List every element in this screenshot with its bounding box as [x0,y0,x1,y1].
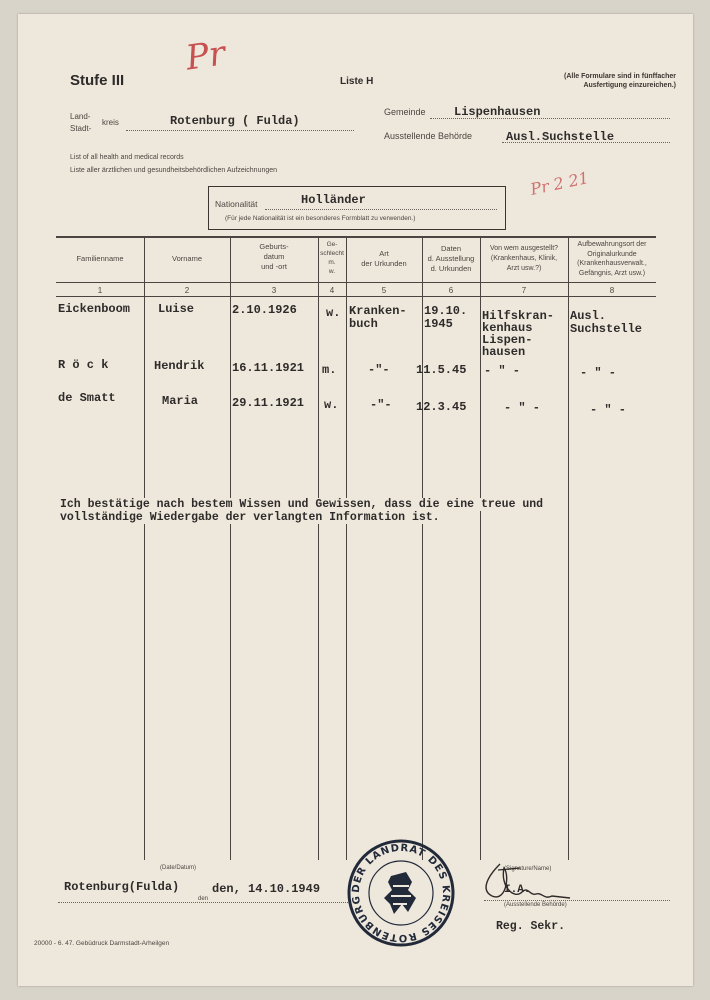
official-stamp [346,838,456,948]
row2-birth: 16.11.1921 [232,361,305,375]
date-value: den, 14.10.1949 [212,882,321,896]
table-header-rule [56,282,656,283]
place-value: Rotenburg(Fulda) [64,880,180,894]
land-label: Land- [70,112,91,121]
header-aufbewahrungsort: Aufbewahrungsort der Originalurkunde (Krankenhausverwalt., Gefängnis, Arzt usw.) [577,241,647,277]
header-geschlecht: Ge- schlecht m. w. [320,241,344,275]
records-de: Liste aller ärztlichen und gesundheitsbehördlichen Aufzeichnungen [70,167,278,174]
row2-date: 11.5.45 [416,363,467,377]
row1-date: 19.10. 1945 [424,304,468,331]
stage-title: Stufe III [70,72,125,89]
row3-firstname: Maria [162,394,199,408]
row2-storage: - " - [580,366,617,380]
table-top-rule [56,236,656,238]
handwritten-side-mark: Pr 2 21 [528,168,591,199]
authority-label: (Ausstellende Behörde) [504,902,567,908]
col-num-1: 1 [97,286,103,295]
kreis-value: Rotenburg ( Fulda) [170,114,300,128]
row1-storage: Ausl. Suchstelle [570,309,643,336]
header-vorname: Vorname [171,254,203,263]
table-num-rule [56,296,656,297]
row1-birth: 2.10.1926 [232,303,297,317]
nationality-label: Nationalität [215,199,258,209]
kreis-label: kreis [102,118,119,127]
den-small: den [198,896,209,902]
header-familienname: Familienname [76,254,124,263]
nationality-value: Holländer [301,193,366,207]
col-num-6: 6 [448,286,454,295]
header-geburtsdatum: Geburts- datum und -ort [259,242,289,271]
row3-sex: w. [324,398,339,412]
title-value: Reg. Sekr. [496,920,566,933]
records-en: List of all health and medical records [70,154,184,161]
signature-label: (Signature/Name) [504,866,552,872]
row3-surname: de Smatt [58,391,116,405]
row3-issuer: - " - [504,401,541,415]
row1-issuer: Hilfskran- kenhaus Lispen- hausen [482,309,555,359]
row3-date: 12.3.45 [416,400,467,414]
declaration-line-1: Ich bestätige nach bestem Wissen und Gewissen, dass die eine treue und [60,498,544,511]
row1-doc-type: Kranken- buch [349,304,407,331]
behoerde-value: Ausl.Suchstelle [506,130,615,144]
row1-sex: w. [326,306,341,320]
row3-doc-type: -"- [370,398,392,412]
col-num-2: 2 [184,286,190,295]
row1-surname: Eickenboom [58,302,131,316]
gemeinde-value: Lispenhausen [454,105,541,119]
handwritten-mark: Pr [183,33,228,79]
col-num-5: 5 [381,286,387,295]
row2-firstname: Hendrik [154,359,205,373]
row3-birth: 29.11.1921 [232,396,305,410]
col-num-3: 3 [271,286,277,295]
col-num-7: 7 [521,286,527,295]
row3-storage: - " - [590,403,627,417]
gemeinde-label: Gemeinde [384,107,426,117]
nationality-note: (Für jede Nationalität ist ein besonderes Formblatt zu verwenden.) [225,215,416,222]
behoerde-label: Ausstellende Behörde [384,131,473,141]
row2-doc-type: -"- [368,363,390,377]
copies-note: (Alle Formulare sind in fünffacher Ausfertigung einzureichen.) [563,73,676,89]
form-sheet [18,14,693,986]
printer-imprint: 20000 - 6. 47. Gebüdruck Darmstadt-Arheilgen [34,940,170,947]
stamp-seal-icon [346,838,456,948]
row1-firstname: Luise [158,302,195,316]
header-aussteller: Von wem ausgestellt? (Krankenhaus, Klinik, Arzt usw.?) [489,245,559,272]
date-label: (Date/Datum) [160,865,197,871]
row2-issuer: - " - [484,364,521,378]
col-num-8: 8 [609,286,615,295]
header-art: Art der Urkunden [361,249,407,268]
declaration-line-2: vollständige Wiedergabe der verlangten Information ist. [60,511,440,524]
row2-surname: R ö c k [58,358,109,372]
row2-sex: m. [322,363,337,377]
list-title: Liste H [340,76,374,87]
header-daten: Daten d. Ausstellung d. Urkunden [427,244,475,273]
stamp-text: DER LANDRAT DES KREISES ROTENBURG [350,842,452,944]
nationality-box [208,186,506,230]
col-num-4: 4 [329,286,335,295]
signature-value: I.A. [504,884,531,896]
stadt-label: Stadt- [70,124,92,133]
